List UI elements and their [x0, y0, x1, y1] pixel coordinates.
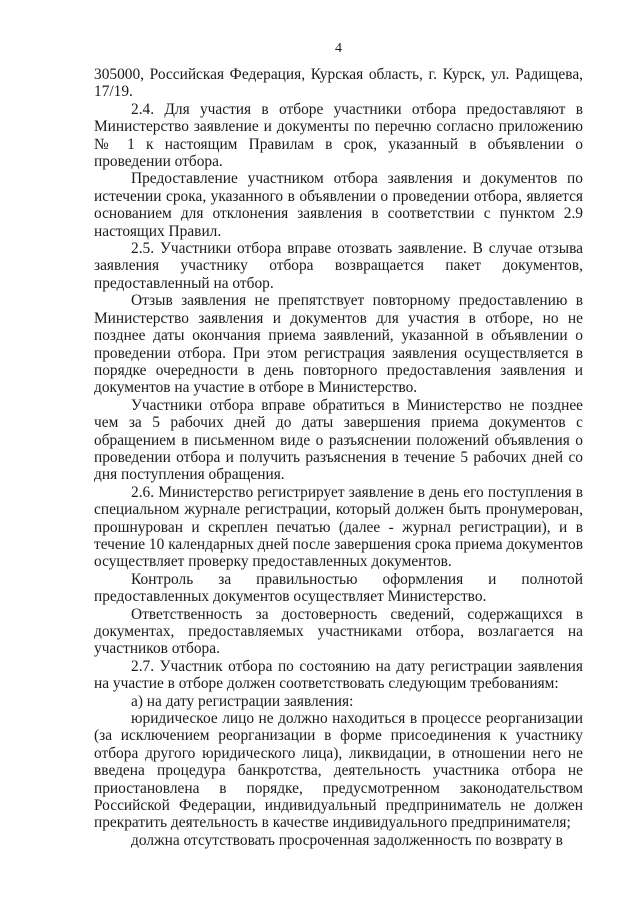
paragraph: 2.7. Участник отбора по состоянию на дату регистрации заявления на участие в отборе должен соответствовать следующим требованиям: [94, 657, 583, 693]
paragraph: Контроль за правильностью оформления и полнотой предоставленных документов осуществляет Министерство. [94, 570, 583, 606]
paragraph: юридическое лицо не должно находиться в процессе реорганизации (за исключением реорганизации в форме присоединения к участнику отбора другого юридического лица), ликвидации, в отношении него не введена процедура банкротства, деятельность участника отбора не приостановлена в порядке, предусмотренном законодательством Российской Федерации, индивидуальный предприниматель не должен прекратить деятельность в качестве индивидуального предпринимателя; [94, 710, 583, 832]
paragraph: Участники отбора вправе обратиться в Министерство не позднее чем за 5 рабочих дней до даты завершения приема документов с обращением в письменном виде о разъяснении положений объявления о проведении отбора и получить разъяснения в течение 5 рабочих дней со дня поступления обращения. [94, 396, 583, 484]
paragraph: Отзыв заявления не препятствует повторному предоставлению в Министерство заявления и документов для участия в отборе, но не позднее даты окончания приема заявлений, указанной в объявлении о проведении отбора. При этом регистрация заявления осуществляется в порядке очередности в день повторного предоставления заявления и документов на участие в отборе в Министерство. [94, 292, 583, 397]
paragraph: 2.5. Участники отбора вправе отозвать заявление. В случае отзыва заявления участнику отбора возвращается пакет документов, предоставленный на отбор. [94, 240, 583, 292]
paragraph: Ответственность за достоверность сведений, содержащихся в документах, предоставляемых участниками отбора, возлагается на участников отбора. [94, 605, 583, 658]
paragraph: а) на дату регистрации заявления: [131, 692, 354, 710]
paragraph: 305000, Российская Федерация, Курская область, г. Курск, ул. Радищева, 17/19. [94, 66, 583, 101]
document-body [94, 66, 583, 849]
paragraph: Предоставление участником отбора заявления и документов по истечении срока, указанного в объявлении о проведении отбора, является основанием для отклонения заявления в соответствии с пунктом 2.9 настоящих Правил. [94, 170, 583, 240]
page-number: 4 [335, 41, 342, 56]
paragraph: должна отсутствовать просроченная задолженность по возврату в [131, 831, 563, 849]
paragraph: 2.6. Министерство регистрирует заявление в день его поступления в специальном журнале регистрации, который должен быть пронумерован, прошнурован и скреплен печатью (далее - журнал регистрации), и в течение 10 календарных дней после завершения срока приема документов осуществляет проверку предоставленных документов. [94, 483, 583, 571]
paragraph: 2.4. Для участия в отборе участники отбора предоставляют в Министерство заявление и документы по перечню согласно приложению № 1 к настоящим Правилам в срок, указанный в объявлении о проведении отбора. [94, 100, 583, 171]
